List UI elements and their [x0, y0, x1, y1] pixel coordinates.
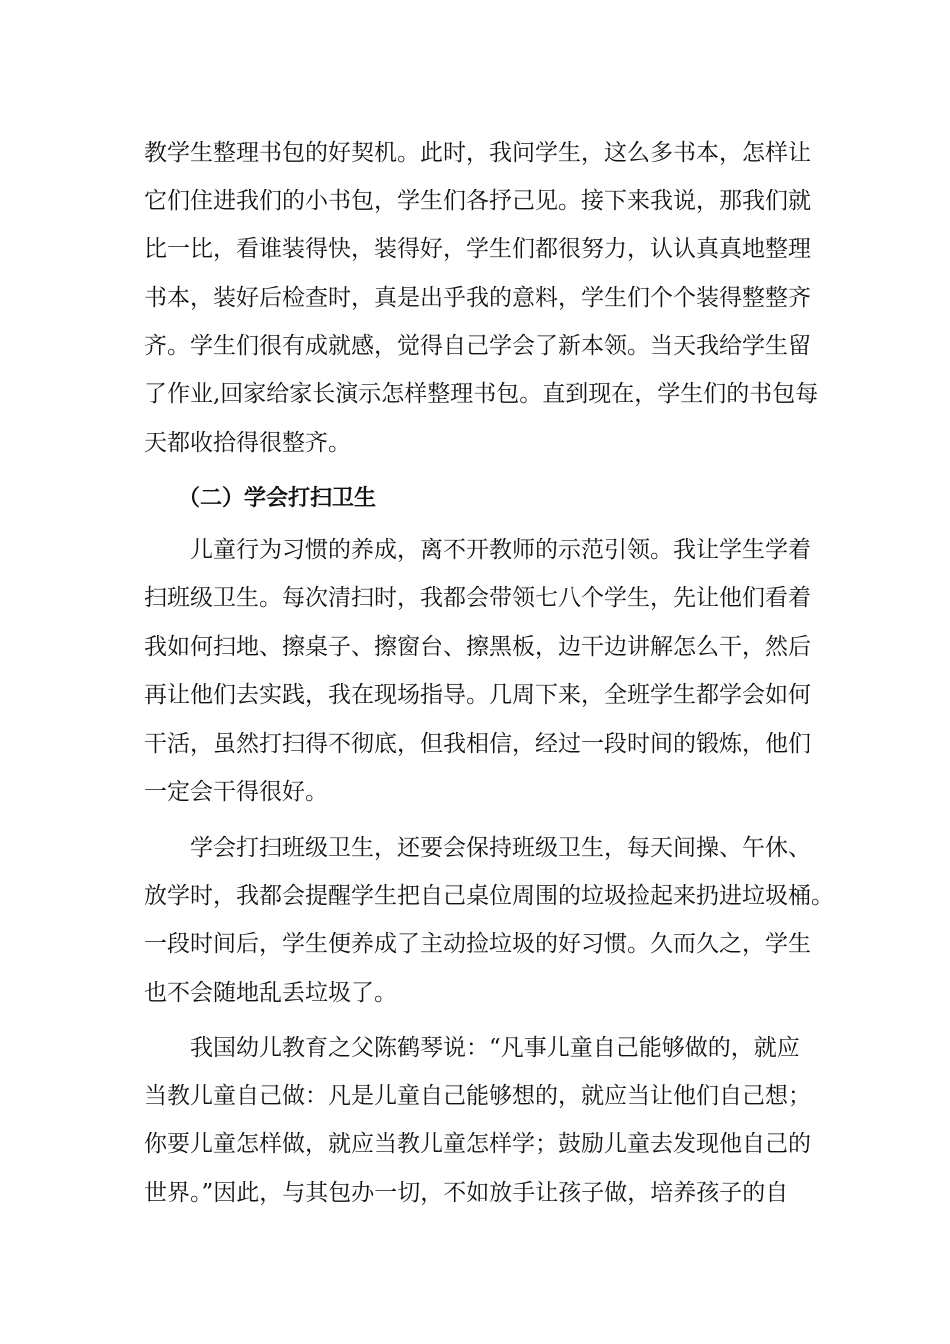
paragraph-line: 书本，装好后检查时，真是出乎我的意料，学生们个个装得整整齐: [144, 285, 811, 311]
paragraph-line: 教学生整理书包的好契机。此时，我问学生，这么多书本，怎样让: [144, 140, 811, 166]
paragraph-line: 当教儿童自己做：凡是儿童自己能够想的，就应当让他们自己想；: [144, 1083, 811, 1109]
paragraph-line: 它们住进我们的小书包，学生们各抒己见。接下来我说，那我们就: [144, 188, 811, 214]
paragraph-line: 再让他们去实践，我在现场指导。几周下来，全班学生都学会如何: [144, 682, 811, 708]
paragraph-line: 你要儿童怎样做，就应当教儿童怎样学；鼓励儿童去发现他自己的: [144, 1131, 811, 1157]
paragraph-line: 放学时，我都会提醒学生把自己桌位周围的垃圾捡起来扔进垃圾桶。: [144, 883, 834, 909]
paragraph-line: 扫班级卫生。每次清扫时，我都会带领七八个学生，先让他们看着: [144, 585, 811, 611]
section-heading: （二）学会打扫卫生: [178, 486, 377, 511]
paragraph-line: 齐。学生们很有成就感，觉得自己学会了新本领。当天我给学生留: [144, 333, 811, 359]
paragraph-line: 也不会随地乱丢垃圾了。: [144, 980, 397, 1006]
paragraph-line: 干活，虽然打扫得不彻底，但我相信，经过一段时间的锻炼，他们: [144, 731, 811, 757]
paragraph-line: 天都收拾得很整齐。: [144, 430, 351, 456]
paragraph-line: 学会打扫班级卫生，还要会保持班级卫生，每天间操、午休、: [190, 835, 811, 861]
paragraph-line: 我国幼儿教育之父陈鹤琴说：“凡事儿童自己能够做的，就应: [190, 1035, 800, 1061]
paragraph-line: 了作业,回家给家长演示怎样整理书包。直到现在，学生们的书包每: [144, 381, 819, 407]
paragraph-line: 一定会干得很好。: [144, 779, 328, 805]
paragraph-line: 儿童行为习惯的养成，离不开教师的示范引领。我让学生学着: [190, 537, 811, 563]
paragraph-line: 一段时间后，学生便养成了主动捡垃圾的好习惯。久而久之，学生: [144, 931, 811, 957]
paragraph-line: 比一比，看谁装得快，装得好，学生们都很努力，认认真真地整理: [144, 236, 811, 262]
paragraph-line: 世界。”因此，与其包办一切，不如放手让孩子做，培养孩子的自: [144, 1180, 789, 1206]
paragraph-line: 我如何扫地、擦桌子、擦窗台、擦黑板，边干边讲解怎么干，然后: [144, 634, 811, 660]
